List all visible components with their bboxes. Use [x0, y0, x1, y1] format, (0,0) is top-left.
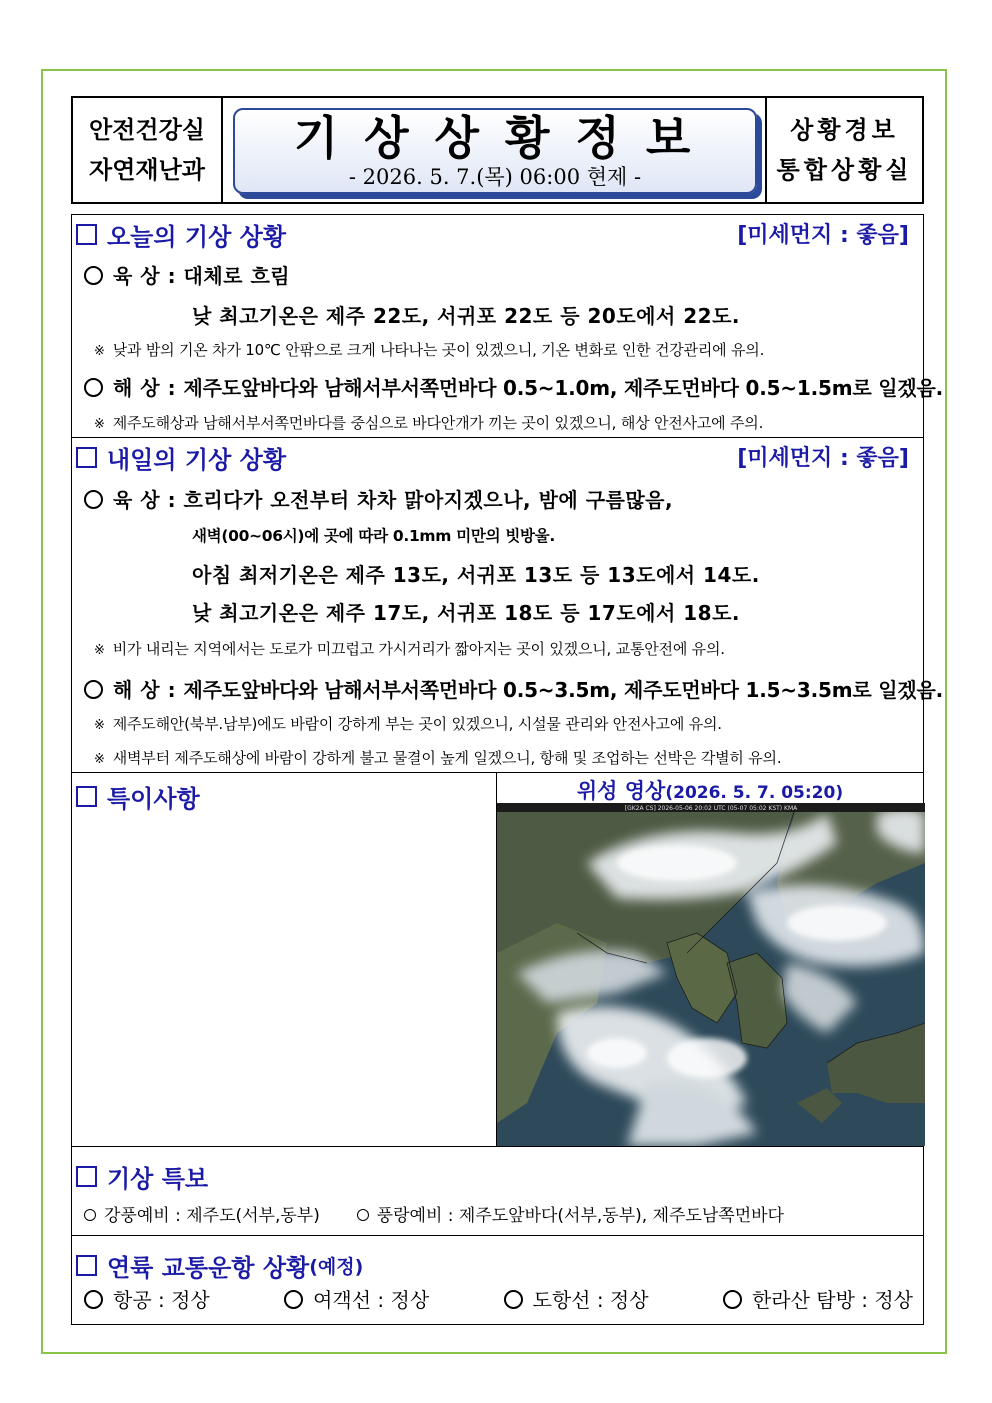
satellite-map: [497, 803, 925, 1146]
traffic-status-row: [84, 1284, 913, 1313]
reference-mark-icon: ※: [94, 344, 105, 359]
special-heading: 특이사항: [76, 779, 200, 814]
checkbox-icon: [76, 224, 97, 245]
circle-bullet-icon: [504, 1290, 523, 1309]
tomorrow-land-rain: 새벽(00~06시)에 곳에 따라 0.1mm 미만의 빗방울.: [192, 527, 555, 545]
office-line1: 상황경보: [790, 116, 899, 144]
satellite-caption: 위성 영상(2026. 5. 7. 05:20): [576, 779, 844, 803]
department-label: [73, 98, 223, 202]
report-datetime: - 2026. 5. 7.(목) 06:00 현제 -: [348, 165, 642, 189]
page-title: 기상상황정보: [293, 111, 717, 165]
satellite-timestamp: [GK2A CS] 2026-05-06 20:02 UTC (05-07 05:02 KST) KMA: [624, 805, 798, 812]
circle-bullet-icon: [357, 1209, 369, 1221]
today-sea-note: ※ 제주도해상과 남해서부서쪽먼바다를 중심으로 바다안개가 끼는 곳이 있겠으니, 해상 안전사고에 주의.: [94, 414, 764, 432]
warnings-heading: 기상 특보: [76, 1159, 208, 1194]
circle-bullet-icon: [84, 1290, 103, 1309]
today-section: [71, 214, 943, 438]
traffic-island-ferry: 도항선 : 정상: [504, 1284, 649, 1313]
today-land: 육 상 : 대체로 흐림: [84, 260, 915, 289]
traffic-hallasan: 한라산 탐방 : 정상: [723, 1284, 913, 1313]
tomorrow-dust: [미세먼지 : 좋음]: [737, 446, 909, 471]
tomorrow-land-note: ※ 비가 내리는 지역에서는 도로가 미끄럽고 가시거리가 짧아지는 곳이 있겠으니, 교통안전에 유의.: [94, 640, 725, 658]
header: [71, 96, 924, 204]
circle-bullet-icon: [84, 378, 103, 397]
tomorrow-sea-note2: ※ 새벽부터 제주도해상에 바람이 강하게 불고 물결이 높게 일겠으니, 항해 및 조업하는 선박은 각별히 유의.: [94, 749, 782, 767]
reference-mark-icon: ※: [94, 417, 105, 432]
reference-mark-icon: ※: [94, 752, 105, 767]
traffic-heading: 연륙 교통운항 상황 (예정): [76, 1248, 363, 1283]
today-sea: 해 상 : 제주도앞바다와 남해서부서쪽먼바다 0.5~1.0m, 제주도먼바다 0.5~1.5m로 일겠음.: [84, 372, 915, 401]
circle-bullet-icon: [84, 490, 103, 509]
warnings-list: [84, 1201, 915, 1226]
special-section: [71, 772, 924, 1147]
circle-bullet-icon: [84, 680, 103, 699]
department-line2: 자연재난과: [89, 156, 205, 184]
traffic-ferry: 여객선 : 정상: [284, 1284, 429, 1313]
reference-mark-icon: ※: [94, 718, 105, 733]
checkbox-icon: [76, 1166, 97, 1187]
warning-wind: 강풍예비 : 제주도(서부,동부): [104, 1206, 320, 1226]
office-line2: 통합상황실: [776, 156, 913, 184]
tomorrow-land-max: 낮 최고기온은 제주 17도, 서귀포 18도 등 17도에서 18도.: [192, 601, 740, 625]
checkbox-icon: [76, 1255, 97, 1276]
satellite-image: [496, 803, 925, 1146]
checkbox-icon: [76, 447, 97, 468]
reference-mark-icon: ※: [94, 643, 105, 658]
circle-bullet-icon: [84, 266, 103, 285]
today-land-temp: 낮 최고기온은 제주 22도, 서귀포 22도 등 20도에서 22도.: [192, 304, 740, 328]
today-heading: 오늘의 기상 상황: [76, 217, 286, 252]
today-dust: [미세먼지 : 좋음]: [737, 223, 909, 248]
circle-bullet-icon: [723, 1290, 742, 1309]
tomorrow-land-min: 아침 최저기온은 제주 13도, 서귀포 13도 등 13도에서 14도.: [192, 563, 760, 587]
tomorrow-heading: 내일의 기상 상황: [76, 440, 286, 475]
circle-bullet-icon: [84, 1209, 96, 1221]
tomorrow-sea-note1: ※ 제주도해안(북부.남부)에도 바람이 강하게 부는 곳이 있겠으니, 시설물 관리와 안전사고에 유의.: [94, 715, 722, 733]
circle-bullet-icon: [284, 1290, 303, 1309]
tomorrow-section: [71, 437, 943, 773]
department-line1: 안전건강실: [89, 116, 205, 144]
office-label: [765, 98, 922, 202]
tomorrow-land: 육 상 : 흐리다가 오전부터 차차 맑아지겠으나, 밤에 구름많음,: [84, 484, 915, 513]
title-box: [233, 108, 757, 194]
warnings-section: [71, 1146, 924, 1236]
traffic-section: [71, 1235, 924, 1325]
tomorrow-sea: 해 상 : 제주도앞바다와 남해서부서쪽먼바다 0.5~3.5m, 제주도먼바다 1.5~3.5m로 일겠음.: [84, 674, 915, 703]
warning-waves: 풍랑예비 : 제주도앞바다(서부,동부), 제주도남쪽먼바다: [376, 1206, 784, 1226]
traffic-air: 항공 : 정상: [84, 1284, 210, 1313]
checkbox-icon: [76, 786, 97, 807]
today-land-note: ※ 낮과 밤의 기온 차가 10℃ 안팎으로 크게 나타나는 곳이 있겠으니, 기온 변화로 인한 건강관리에 유의.: [94, 341, 765, 359]
